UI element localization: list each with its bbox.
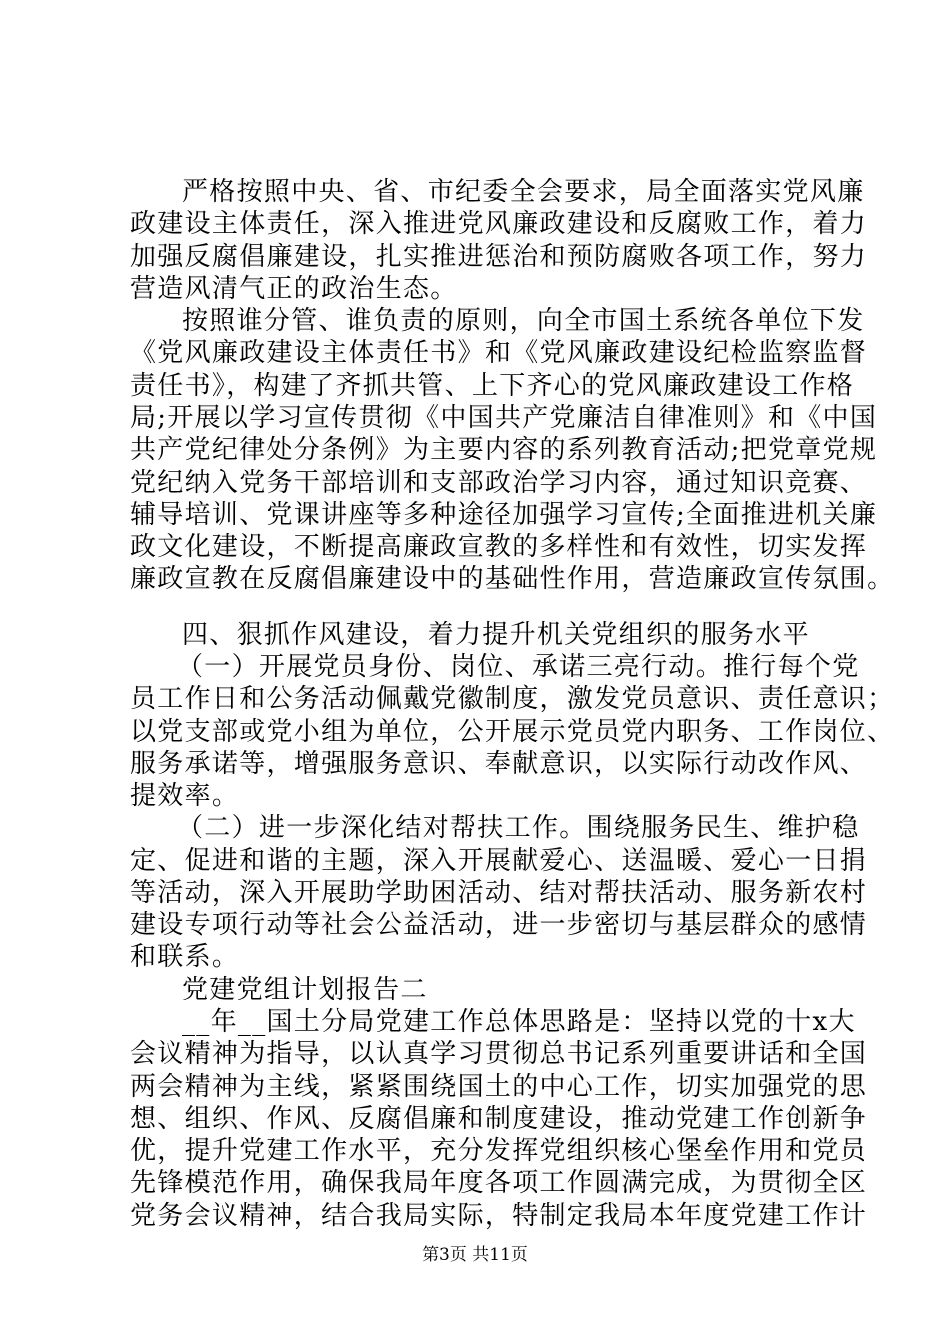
paragraph-1-line-3: 加强反腐倡廉建设，扎实推进惩治和预防腐败各项工作，努力 <box>130 242 868 272</box>
report-two-line-6: 先锋模范作用，确保我局年度各项工作圆满完成，为贯彻全区 <box>130 1168 868 1198</box>
report-two-line-7: 党务会议精神，结合我局实际，特制定我局本年度党建工作计 <box>130 1201 868 1231</box>
paragraph-2-line-4: 局;开展以学习宣传贯彻《中国共产党廉洁自律准则》和《中国 <box>130 403 878 433</box>
report-two-line-2: 会议精神为指导，以认真学习贯彻总书记系列重要讲话和全国 <box>130 1039 868 1069</box>
item-one-line-5: 提效率。 <box>130 781 240 811</box>
report-two-line-4: 想、组织、作风、反腐倡廉和制度建设，推动党建工作创新争 <box>130 1104 868 1134</box>
item-one-line-4: 服务承诺等，增强服务意识、奉献意识，以实际行动改作风、 <box>130 749 868 779</box>
item-two-line-4: 建设专项行动等社会公益活动，进一步密切与基层群众的感情 <box>130 910 868 940</box>
paragraph-2-line-1: 按照谁分管、谁负责的原则，向全市国土系统各单位下发 <box>182 306 865 336</box>
paragraph-2-line-8: 政文化建设，不断提高廉政宣教的多样性和有效性，切实发挥 <box>130 532 868 562</box>
report-two-line-5: 优，提升党建工作水平，充分发挥党组织核心堡垒作用和党员 <box>130 1136 868 1166</box>
section-four-heading: 四、狠抓作风建设，着力提升机关党组织的服务水平 <box>182 620 810 650</box>
paragraph-1-line-2: 政建设主体责任，深入推进党风廉政建设和反腐败工作，着力 <box>130 209 868 239</box>
paragraph-2-line-9: 廉政宣教在反腐倡廉建设中的基础性作用，营造廉政宣传氛围。 <box>130 564 895 594</box>
paragraph-2-line-5: 共产党纪律处分条例》为主要内容的系列教育活动;把党章党规 <box>130 435 878 465</box>
item-two-line-2: 定、促进和谐的主题，深入开展献爱心、送温暖、爱心一日捐 <box>130 846 868 876</box>
paragraph-2-line-2: 《党风廉政建设主体责任书》和《党风廉政建设纪检监察监督 <box>130 338 868 368</box>
item-one-line-1: （一）开展党员身份、岗位、承诺三亮行动。推行每个党 <box>177 652 860 682</box>
paragraph-2-line-7: 辅导培训、党课讲座等多种途径加强学习宣传;全面推进机关廉 <box>130 500 878 530</box>
report-two-line-3: 两会精神为主线，紧紧围绕国土的中心工作，切实加强党的思 <box>130 1072 868 1102</box>
paragraph-1-line-4: 营造风清气正的政治生态。 <box>130 274 458 304</box>
paragraph-2-line-6: 党纪纳入党务干部培训和支部政治学习内容，通过知识竞赛、 <box>130 468 868 498</box>
item-two-line-5: 和联系。 <box>130 942 240 972</box>
report-two-heading: 党建党组计划报告二 <box>182 975 428 1005</box>
item-one-line-3: 以党支部或党小组为单位，公开展示党员党内职务、工作岗位、 <box>130 717 895 747</box>
paragraph-2-line-3: 责任书》，构建了齐抓共管、上下齐心的党风廉政建设工作格 <box>130 371 855 401</box>
page-number-footer: 第3页 共11页 <box>422 1245 528 1265</box>
item-two-line-1: （二）进一步深化结对帮扶工作。围绕服务民生、维护稳 <box>177 813 860 843</box>
item-two-line-3: 等活动，深入开展助学助困活动、结对帮扶活动、服务新农村 <box>130 878 868 908</box>
report-two-line-1: __年__国土分局党建工作总体思路是：坚持以党的十x大 <box>182 1007 856 1037</box>
paragraph-1-line-1: 严格按照中央、省、市纪委全会要求，局全面落实党风廉 <box>182 177 865 207</box>
item-one-line-2: 员工作日和公务活动佩戴党徽制度，激发党员意识、责任意识； <box>130 684 895 714</box>
